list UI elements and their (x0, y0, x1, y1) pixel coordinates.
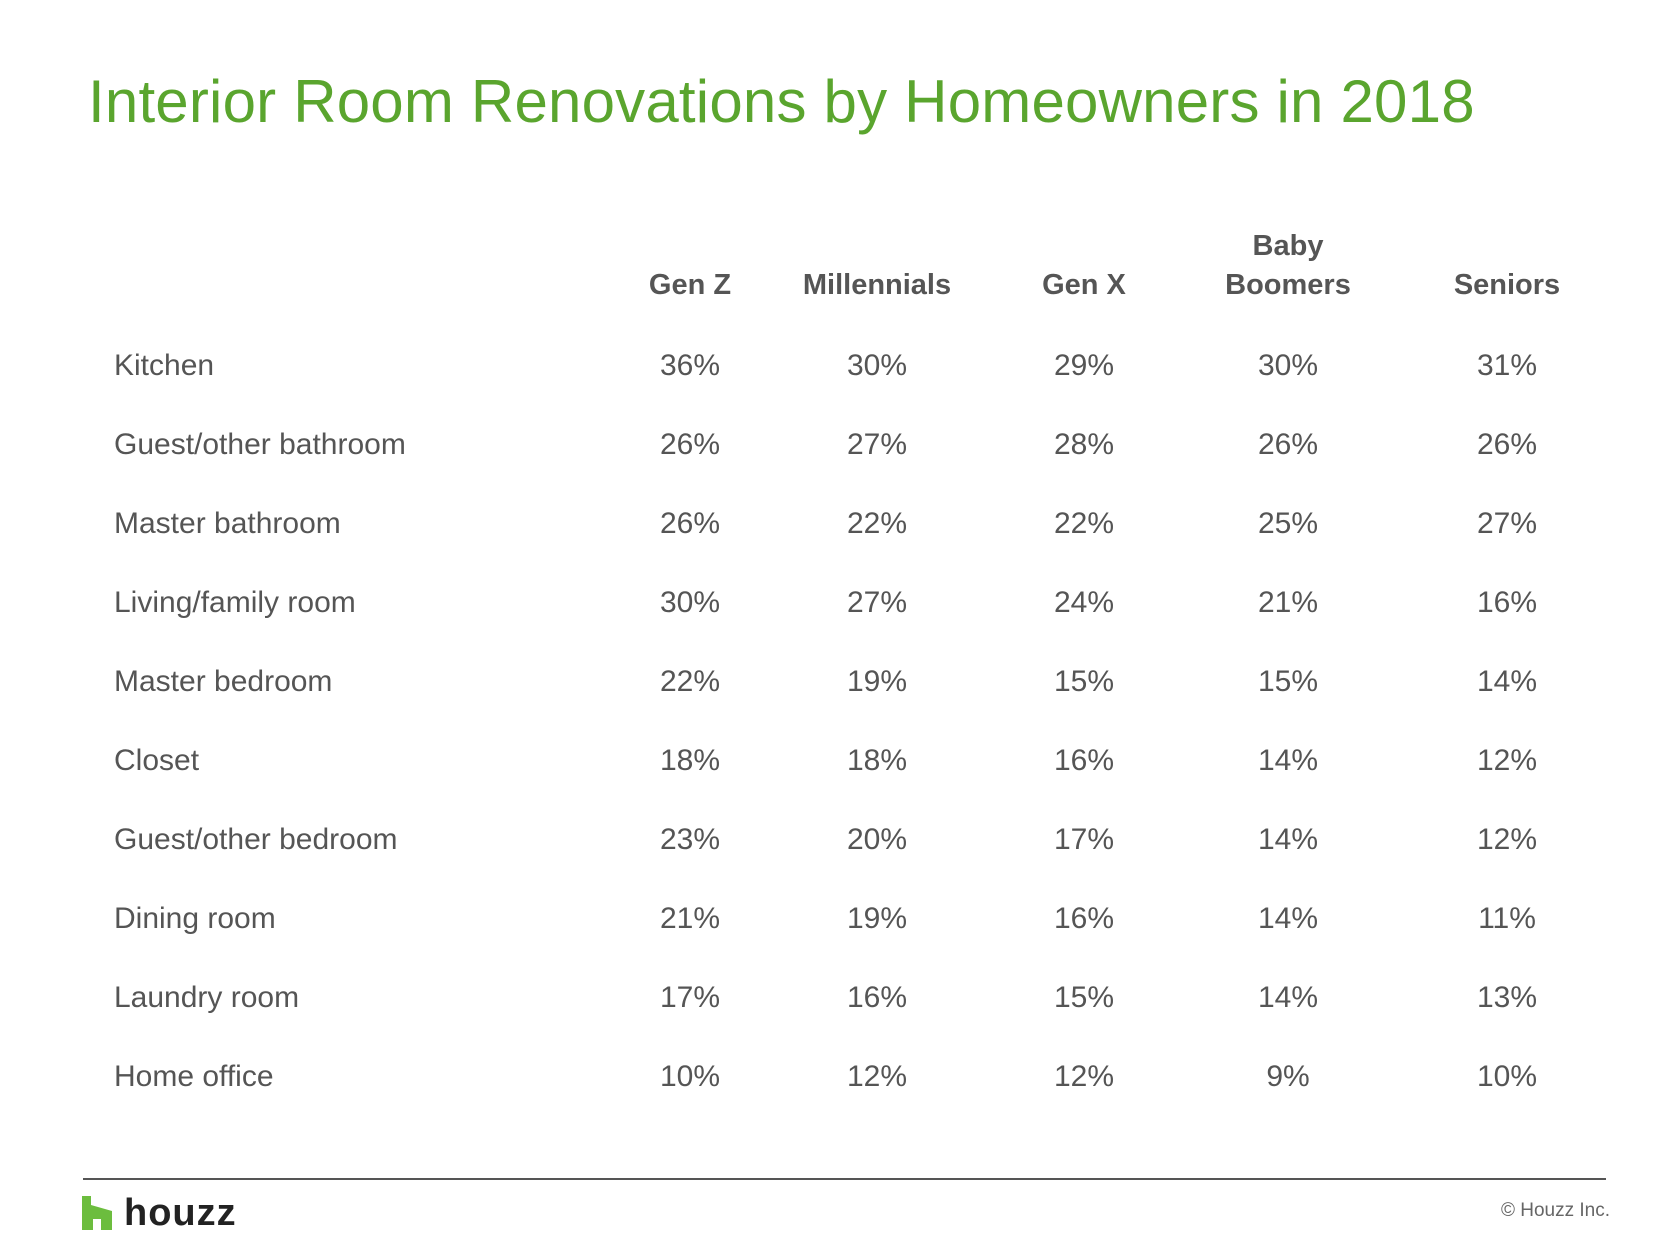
table-cell: 16% (1476, 586, 1538, 619)
table-cell: 21% (659, 902, 721, 935)
table-cell: 28% (1053, 428, 1115, 461)
table-cell: 20% (846, 823, 908, 856)
table-cell: 12% (846, 1060, 908, 1093)
table-cell: 14% (1257, 823, 1319, 856)
table-cell: 26% (659, 507, 721, 540)
column-header: Seniors (1453, 269, 1561, 301)
copyright: © Houzz Inc. (1500, 1200, 1610, 1221)
row-label: Living/family room (114, 586, 356, 619)
table-cell: 15% (1053, 981, 1115, 1014)
table-cell: 26% (1257, 428, 1319, 461)
table-cell: 14% (1257, 744, 1319, 777)
table-cell: 26% (1476, 428, 1538, 461)
brand-name: houzz (124, 1192, 237, 1234)
table-cell: 36% (659, 349, 721, 382)
table-cell: 18% (846, 744, 908, 777)
page-title: Interior Room Renovations by Homeowners in 2018 (88, 68, 1475, 135)
column-header: Gen Z (648, 269, 732, 301)
table-cell: 18% (659, 744, 721, 777)
table-cell: 22% (846, 507, 908, 540)
row-label: Guest/other bedroom (114, 823, 398, 856)
table-cell: 21% (1257, 586, 1319, 619)
table-cell: 14% (1257, 981, 1319, 1014)
table-cell: 31% (1476, 349, 1538, 382)
table-cell: 16% (846, 981, 908, 1014)
row-label: Laundry room (114, 981, 300, 1014)
row-label: Master bedroom (114, 665, 333, 698)
table-cell: 27% (1476, 507, 1538, 540)
table-cell: 26% (659, 428, 721, 461)
row-label: Guest/other bathroom (114, 428, 406, 461)
table-cell: 9% (1266, 1060, 1310, 1093)
column-header: Baby Boomers (1225, 230, 1351, 301)
table-cell: 19% (846, 902, 908, 935)
table-cell: 24% (1053, 586, 1115, 619)
table-cell: 22% (659, 665, 721, 698)
table-cell: 27% (846, 586, 908, 619)
table-cell: 25% (1257, 507, 1319, 540)
table-cell: 17% (1053, 823, 1115, 856)
row-label: Home office (114, 1060, 274, 1093)
row-label: Closet (114, 744, 200, 777)
table-cell: 30% (659, 586, 721, 619)
houzz-logo (82, 1190, 237, 1236)
table-cell: 30% (846, 349, 908, 382)
row-label: Dining room (114, 902, 276, 935)
table-cell: 27% (846, 428, 908, 461)
column-header: Gen X (1042, 269, 1126, 301)
row-label: Kitchen (114, 349, 215, 382)
table-cell: 10% (659, 1060, 721, 1093)
table-cell: 29% (1053, 349, 1115, 382)
table-cell: 15% (1257, 665, 1319, 698)
table-cell: 11% (1478, 902, 1536, 935)
column-header: Millennials (802, 269, 952, 301)
table-cell: 23% (659, 823, 721, 856)
table-cell: 15% (1053, 665, 1115, 698)
table-cell: 12% (1053, 1060, 1115, 1093)
table-cell: 13% (1476, 981, 1538, 1014)
table-cell: 16% (1053, 902, 1115, 935)
table-cell: 17% (659, 981, 721, 1014)
table-cell: 12% (1476, 823, 1538, 856)
table-cell: 30% (1257, 349, 1319, 382)
table-cell: 14% (1476, 665, 1538, 698)
table-cell: 22% (1053, 507, 1115, 540)
table-cell: 10% (1476, 1060, 1538, 1093)
footer-divider (83, 1178, 1606, 1180)
row-label: Master bathroom (114, 507, 341, 540)
table-cell: 14% (1257, 902, 1319, 935)
table-cell: 19% (846, 665, 908, 698)
table-cell: 16% (1053, 744, 1115, 777)
table-cell: 12% (1476, 744, 1538, 777)
houzz-logo-icon (82, 1196, 112, 1230)
